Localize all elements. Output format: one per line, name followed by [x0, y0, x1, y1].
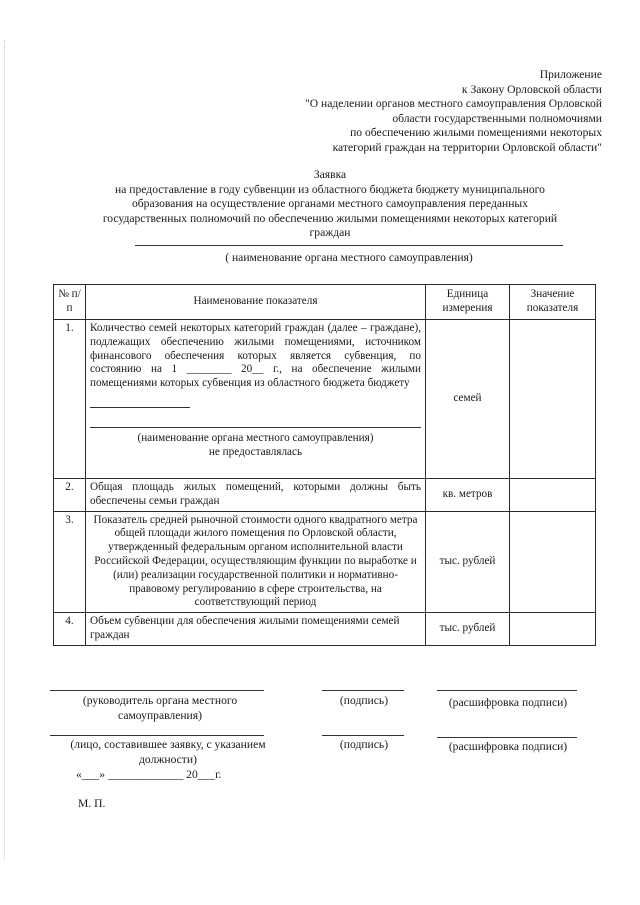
decode-caption-1: (расшифровка подписи) — [448, 696, 568, 709]
header-num: № п/п — [54, 285, 86, 320]
row-num: 3. — [54, 511, 86, 613]
table-row — [54, 613, 596, 646]
appendix-line: "О наделении органов местного самоуправления Орловской — [304, 97, 602, 111]
decode-caption-2: (расшифровка подписи) — [448, 740, 568, 753]
header-value: Значение показателя — [510, 285, 596, 320]
appendix-line: категорий граждан на территории Орловской области" — [332, 140, 602, 154]
fill-line[interactable] — [90, 427, 421, 428]
row-num: 4. — [54, 613, 86, 646]
row-text-main: Количество семей некоторых категорий граждан (далее – граждане), подлежащих обеспечению жилыми помещениями, источником финансового обеспечения которых является субвенция, по состоянию на 1 ________ 20__ г., на обеспечение жилыми помещениями которых субвенция из областного бюджета бюджету — [90, 322, 421, 390]
row-value[interactable] — [510, 511, 596, 613]
appendix-line: по обеспечению жилыми помещениями некоторых — [350, 126, 602, 140]
title-line: государственных полномочий по обеспечению жилыми помещениями некоторых категорий — [102, 211, 558, 225]
row-text: Объем субвенции для обеспечения жилыми помещениями семей граждан — [86, 613, 426, 646]
stamp-mark: М. П. — [78, 797, 106, 810]
appendix-line: области государственными полномочиями — [392, 111, 602, 125]
table-row — [54, 320, 596, 479]
appendix-header — [222, 68, 602, 156]
sign-line-2[interactable] — [322, 735, 404, 736]
compiler-caption: (лицо, составившее заявку, с указанием должности) — [70, 738, 266, 766]
row-value[interactable] — [510, 320, 596, 479]
row-unit: тыс. рублей — [426, 613, 510, 646]
sign-line-1[interactable] — [322, 690, 404, 691]
table-header-row — [54, 285, 596, 320]
row-unit: тыс. рублей — [426, 511, 510, 613]
org-name-fill-line[interactable] — [135, 245, 563, 246]
row-value[interactable] — [510, 613, 596, 646]
table-row — [54, 479, 596, 512]
title-line: образования на осуществление органами местного самоуправления переданных — [131, 197, 529, 211]
row-num: 2. — [54, 479, 86, 512]
row-unit: кв. метров — [426, 479, 510, 512]
row-text-tail: не предоставлялась — [208, 445, 303, 458]
title-line: на предоставление в году субвенции из областного бюджета бюджету муниципального — [115, 182, 545, 196]
compiler-signature-line[interactable] — [50, 735, 264, 736]
row-text-caption: (наименование органа местного самоуправления) — [137, 431, 374, 444]
row-text — [86, 320, 426, 479]
appendix-line: Приложение — [539, 68, 602, 81]
document-title — [60, 168, 600, 241]
row-unit: семей — [426, 320, 510, 479]
row-text: Показатель средней рыночной стоимости одного квадратного метра общей площади жилого помещения по Орловской области, утвержденный федеральным органом исполнительной власти Российской Федерации, осуществляющим функции по выработке и (или) реализации государственной политики и нормативно-правовому регулированию в сфере строительства, на соответствующий период — [86, 511, 426, 613]
header-unit: Единица измерения — [426, 285, 510, 320]
title-heading: Заявка — [313, 168, 347, 181]
org-caption: ( наименование органа местного самоуправления) — [225, 251, 473, 264]
decode-line-2[interactable] — [437, 737, 577, 738]
table-row — [54, 511, 596, 613]
row-text: Общая площадь жилых помещений, которыми должны быть обеспечены семьи граждан — [86, 479, 426, 512]
header-name: Наименование показателя — [86, 285, 426, 320]
sign-caption-1: (подпись) — [339, 694, 389, 707]
appendix-line: к Закону Орловской области — [461, 82, 602, 96]
decode-line-1[interactable] — [437, 690, 577, 691]
indicators-table — [53, 284, 596, 646]
head-signature-line[interactable] — [50, 690, 264, 691]
title-line: граждан — [309, 226, 351, 240]
head-caption: (руководитель органа местного самоуправления) — [82, 694, 238, 722]
fill-blank[interactable] — [90, 397, 190, 408]
row-value[interactable] — [510, 479, 596, 512]
row-num: 1. — [54, 320, 86, 479]
sign-caption-2: (подпись) — [339, 738, 389, 751]
date-line[interactable]: «___» _____________ 20___г. — [76, 768, 222, 781]
scan-edge-dots — [4, 40, 7, 860]
